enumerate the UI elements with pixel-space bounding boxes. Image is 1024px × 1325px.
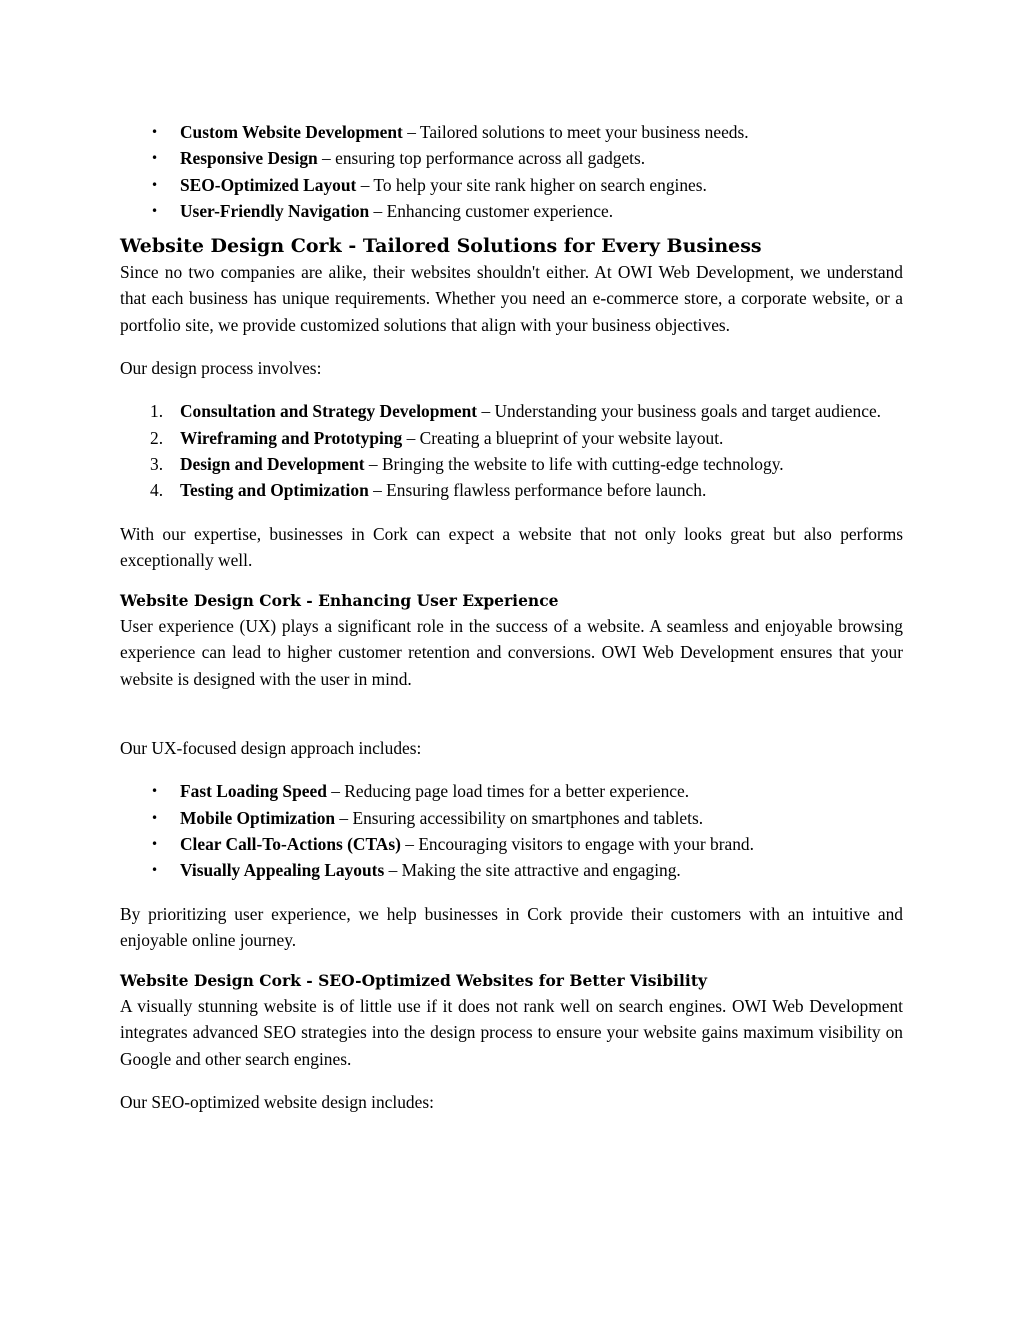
bullet-icon: • xyxy=(151,863,159,878)
list-item: • Clear Call-To-Actions (CTAs) – Encouraging visitors to engage with your brand. xyxy=(120,831,903,857)
list-item: 3. Design and Development – Bringing the website to life with cutting-edge technology. xyxy=(150,453,784,474)
services-list xyxy=(120,119,903,224)
section-heading: Website Design Cork - SEO-Optimized Websites for Better Visibility xyxy=(120,971,707,991)
list-item: • Responsive Design – ensuring top performance across all gadgets. xyxy=(120,145,903,171)
bullet-icon: • xyxy=(151,203,159,218)
section-paragraph: A visually stunning website is of little use if it does not rank well on search engines. OWI Web Development integrates advanced SEO strategies into the design process to ensure your website gains maximum visibility on Google and other search engines. xyxy=(120,996,903,1069)
list-item: 4. Testing and Optimization – Ensuring flawless performance before launch. xyxy=(150,480,707,501)
section-heading: Website Design Cork - Tailored Solutions for Every Business xyxy=(120,235,762,258)
bullet-icon: • xyxy=(151,784,159,799)
process-intro: Our design process involves: xyxy=(120,358,322,379)
list-item: • Visually Appealing Layouts – Making the site attractive and engaging. xyxy=(120,857,903,883)
ux-closing-paragraph: By prioritizing user experience, we help businesses in Cork provide their customers with an intuitive and enjoyable online journey. xyxy=(120,903,903,950)
section-paragraph: Since no two companies are alike, their websites shouldn't either. At OWI Web Development, we understand that each business has unique requirements. Whether you need an e-commerce store, a corporate website, or a portfolio site, we provide customized solutions that align with your business objectives. xyxy=(120,262,903,335)
bullet-icon: • xyxy=(151,125,159,139)
list-item: • User-Friendly Navigation – Enhancing customer experience. xyxy=(120,198,903,224)
bullet-icon: • xyxy=(151,151,159,166)
ux-intro: Our UX-focused design approach includes: xyxy=(120,738,422,759)
list-item: 1. Consultation and Strategy Development – Understanding your business goals and target audience. xyxy=(150,401,882,422)
seo-intro: Our SEO-optimized website design includes: xyxy=(120,1092,434,1113)
bullet-icon: • xyxy=(151,810,159,825)
list-item: • Fast Loading Speed – Reducing page load times for a better experience. xyxy=(120,778,903,804)
section-paragraph: User experience (UX) plays a significant role in the success of a website. A seamless and enjoyable browsing experience can lead to higher customer retention and conversions. OWI Web Development ensures that your website is designed with the user in mind. xyxy=(120,616,903,689)
list-item: • Mobile Optimization – Ensuring accessibility on smartphones and tablets. xyxy=(120,805,903,831)
document-body xyxy=(120,119,903,1115)
expertise-paragraph: With our expertise, businesses in Cork can expect a website that not only looks great but also performs exceptionally well. xyxy=(120,523,903,570)
list-item: 2. Wireframing and Prototyping – Creating a blueprint of your website layout. xyxy=(150,427,724,448)
ux-list xyxy=(120,778,903,883)
bullet-icon: • xyxy=(151,177,159,192)
section-heading: Website Design Cork - Enhancing User Experience xyxy=(120,591,559,611)
bullet-icon: • xyxy=(151,836,159,851)
list-item: • Custom Website Development – Tailored solutions to meet your business needs. xyxy=(120,119,903,145)
process-list xyxy=(120,398,903,503)
list-item: • SEO-Optimized Layout – To help your site rank higher on search engines. xyxy=(120,172,903,198)
